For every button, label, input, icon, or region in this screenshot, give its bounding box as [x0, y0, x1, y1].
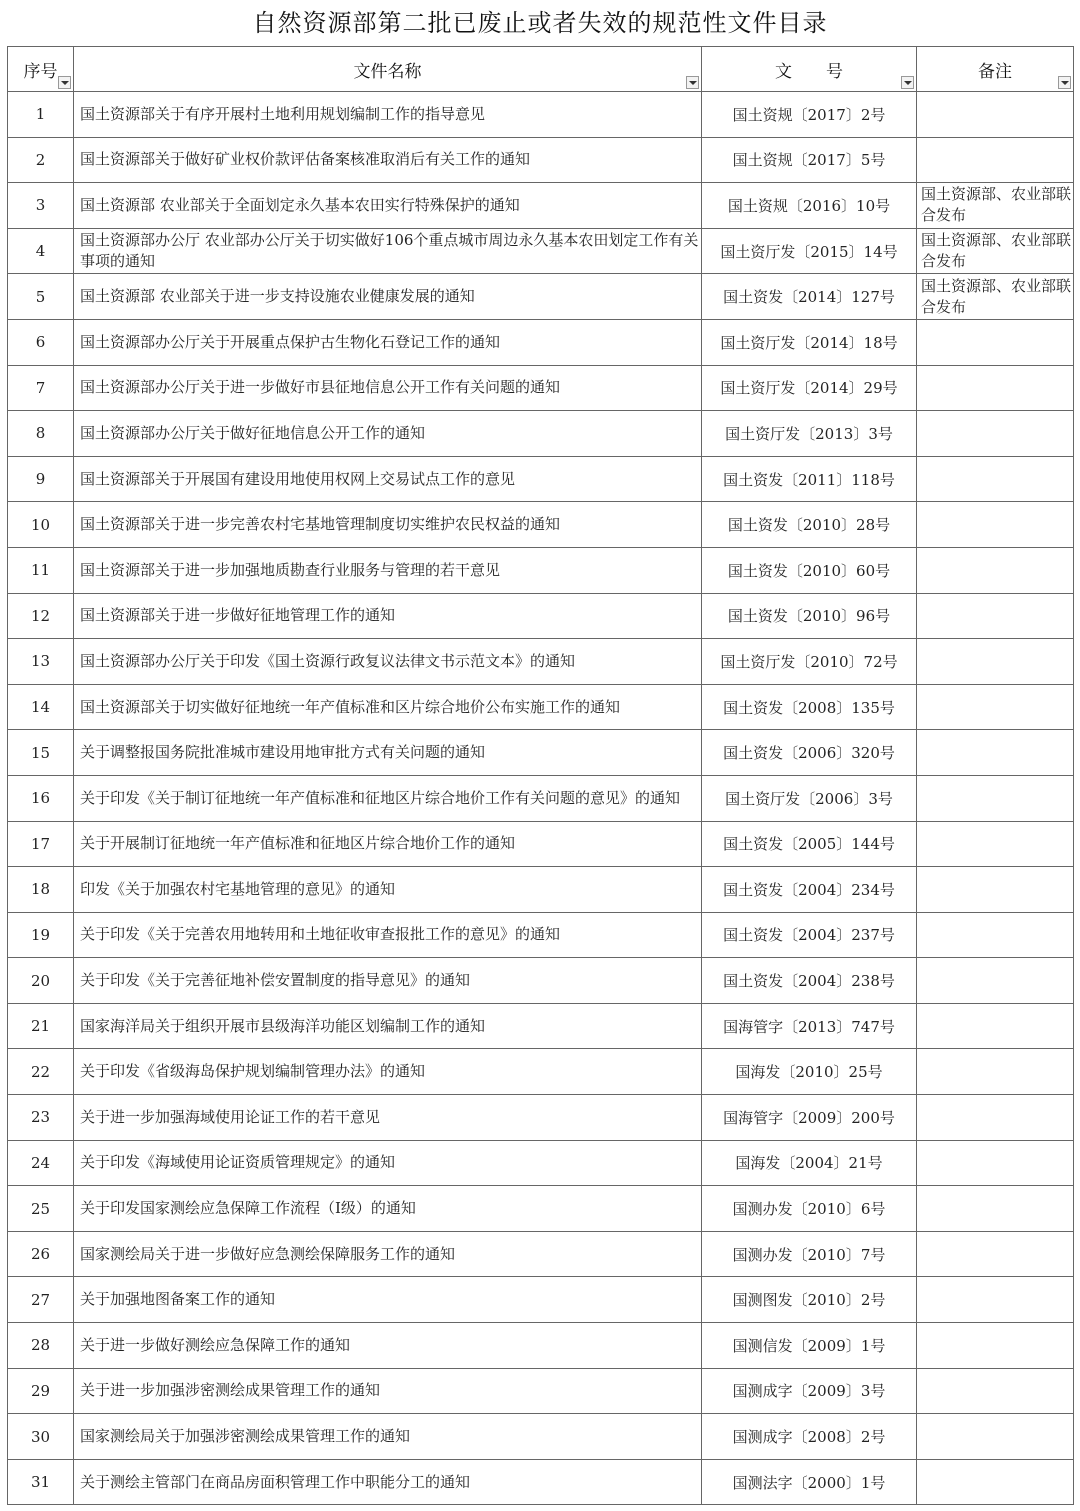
cell-note[interactable]: [917, 1049, 1074, 1095]
cell-note[interactable]: [917, 1277, 1074, 1323]
cell-note[interactable]: 国土资源部、农业部联合发布: [917, 228, 1074, 274]
cell-note[interactable]: [917, 319, 1074, 365]
cell-name[interactable]: 关于加强地图备案工作的通知: [74, 1277, 702, 1323]
cell-doc[interactable]: 国土资厅发〔2014〕18号: [702, 319, 917, 365]
cell-name[interactable]: 关于印发《关于制订征地统一年产值标准和征地区片综合地价工作有关问题的意见》的通知: [74, 775, 702, 821]
cell-note[interactable]: [917, 92, 1074, 138]
cell-no[interactable]: 6: [8, 319, 74, 365]
table-row: [8, 319, 1074, 365]
cell-no[interactable]: 14: [8, 684, 74, 730]
cell-no[interactable]: 22: [8, 1049, 74, 1095]
table-row: [8, 1414, 1074, 1460]
cell-no[interactable]: 26: [8, 1231, 74, 1277]
cell-name[interactable]: 国土资源部关于进一步加强地质勘查行业服务与管理的若干意见: [74, 547, 702, 593]
cell-no[interactable]: 4: [8, 228, 74, 274]
cell-name[interactable]: 关于印发《关于完善征地补偿安置制度的指导意见》的通知: [74, 958, 702, 1004]
cell-doc[interactable]: 国测法字〔2000〕1号: [702, 1459, 917, 1505]
table-row: [8, 1095, 1074, 1141]
table-row: [8, 593, 1074, 639]
cell-name[interactable]: 国土资源部关于进一步完善农村宅基地管理制度切实维护农民权益的通知: [74, 502, 702, 548]
cell-no[interactable]: 27: [8, 1277, 74, 1323]
header-no: [8, 47, 74, 92]
table-row: [8, 228, 1074, 274]
table-row: [8, 411, 1074, 457]
header-name-label: 文件名称: [353, 61, 422, 82]
cell-no[interactable]: 18: [8, 867, 74, 913]
cell-no[interactable]: 11: [8, 547, 74, 593]
cell-doc[interactable]: 国海发〔2010〕25号: [702, 1049, 917, 1095]
table-row: [8, 1323, 1074, 1369]
cell-doc[interactable]: 国土资规〔2017〕5号: [702, 137, 917, 183]
cell-name[interactable]: 国土资源部办公厅关于进一步做好市县征地信息公开工作有关问题的通知: [74, 365, 702, 411]
cell-no[interactable]: 7: [8, 365, 74, 411]
cell-note[interactable]: [917, 1459, 1074, 1505]
page-title: 自然资源部第二批已废止或者失效的规范性文件目录: [252, 9, 828, 37]
header-doc-label: 文 号: [775, 61, 843, 82]
cell-note[interactable]: [917, 1186, 1074, 1232]
cell-no[interactable]: 29: [8, 1368, 74, 1414]
cell-note[interactable]: [917, 912, 1074, 958]
cell-name[interactable]: 国土资源部办公厅关于印发《国土资源行政复议法律文书示范文本》的通知: [74, 639, 702, 685]
cell-no[interactable]: 23: [8, 1095, 74, 1141]
cell-name[interactable]: 关于调整报国务院批准城市建设用地审批方式有关问题的通知: [74, 730, 702, 776]
cell-name[interactable]: 国土资源部关于有序开展村土地利用规划编制工作的指导意见: [74, 92, 702, 138]
cell-no[interactable]: 1: [8, 92, 74, 138]
cell-doc[interactable]: 国土资发〔2008〕135号: [702, 684, 917, 730]
cell-no[interactable]: 20: [8, 958, 74, 1004]
cell-no[interactable]: 16: [8, 775, 74, 821]
table-row: [8, 1459, 1074, 1505]
cell-note[interactable]: [917, 775, 1074, 821]
cell-doc[interactable]: 国土资发〔2004〕238号: [702, 958, 917, 1004]
table-row: [8, 183, 1074, 229]
cell-note[interactable]: [917, 1231, 1074, 1277]
table-row: [8, 1003, 1074, 1049]
cell-no[interactable]: 19: [8, 912, 74, 958]
cell-name[interactable]: 关于进一步加强海域使用论证工作的若干意见: [74, 1095, 702, 1141]
cell-note[interactable]: [917, 639, 1074, 685]
cell-no[interactable]: 13: [8, 639, 74, 685]
cell-name[interactable]: 国家测绘局关于进一步做好应急测绘保障服务工作的通知: [74, 1231, 702, 1277]
cell-name[interactable]: 关于开展制订征地统一年产值标准和征地区片综合地价工作的通知: [74, 821, 702, 867]
cell-no[interactable]: 31: [8, 1459, 74, 1505]
cell-no[interactable]: 10: [8, 502, 74, 548]
table-row: [8, 684, 1074, 730]
table-row: [8, 912, 1074, 958]
cell-note[interactable]: [917, 547, 1074, 593]
cell-note[interactable]: [917, 730, 1074, 776]
table-row: [8, 1277, 1074, 1323]
header-doc: [702, 47, 917, 92]
cell-no[interactable]: 25: [8, 1186, 74, 1232]
table-row: [8, 867, 1074, 913]
cell-name[interactable]: 国土资源部办公厅 农业部办公厅关于切实做好106个重点城市周边永久基本农田划定工作有关事项的通知: [74, 228, 702, 274]
cell-doc[interactable]: 国土资规〔2016〕10号: [702, 183, 917, 229]
cell-no[interactable]: 8: [8, 411, 74, 457]
table-row: [8, 547, 1074, 593]
cell-name[interactable]: 关于印发《省级海岛保护规划编制管理办法》的通知: [74, 1049, 702, 1095]
cell-name[interactable]: 关于印发《关于完善农用地转用和土地征收审查报批工作的意见》的通知: [74, 912, 702, 958]
cell-no[interactable]: 12: [8, 593, 74, 639]
cell-doc[interactable]: 国土资规〔2017〕2号: [702, 92, 917, 138]
filter-dropdown-icon[interactable]: [58, 76, 71, 89]
cell-doc[interactable]: 国海管字〔2013〕747号: [702, 1003, 917, 1049]
cell-doc[interactable]: 国土资厅发〔2014〕29号: [702, 365, 917, 411]
cell-doc[interactable]: 国测办发〔2010〕7号: [702, 1231, 917, 1277]
cell-note[interactable]: [917, 1414, 1074, 1460]
filter-dropdown-icon[interactable]: [1058, 76, 1071, 89]
table-row: [8, 92, 1074, 138]
cell-doc[interactable]: 国测办发〔2010〕6号: [702, 1186, 917, 1232]
filter-dropdown-icon[interactable]: [686, 76, 699, 89]
cell-doc[interactable]: 国土资发〔2005〕144号: [702, 821, 917, 867]
cell-no[interactable]: 24: [8, 1140, 74, 1186]
table-row: [8, 1186, 1074, 1232]
table-row: [8, 1231, 1074, 1277]
cell-doc[interactable]: 国土资发〔2010〕60号: [702, 547, 917, 593]
cell-note[interactable]: 国土资源部、农业部联合发布: [917, 274, 1074, 320]
cell-note[interactable]: [917, 411, 1074, 457]
cell-doc[interactable]: 国海发〔2004〕21号: [702, 1140, 917, 1186]
table-row: [8, 775, 1074, 821]
cell-note[interactable]: [917, 593, 1074, 639]
cell-doc[interactable]: 国土资厅发〔2015〕14号: [702, 228, 917, 274]
cell-name[interactable]: 国土资源部办公厅关于开展重点保护古生物化石登记工作的通知: [74, 319, 702, 365]
cell-doc[interactable]: 国测成字〔2009〕3号: [702, 1368, 917, 1414]
cell-note[interactable]: [917, 365, 1074, 411]
cell-doc[interactable]: 国土资发〔2011〕118号: [702, 456, 917, 502]
cell-doc[interactable]: 国土资发〔2004〕237号: [702, 912, 917, 958]
cell-name[interactable]: 国土资源部关于进一步做好征地管理工作的通知: [74, 593, 702, 639]
cell-no[interactable]: 9: [8, 456, 74, 502]
cell-name[interactable]: 国土资源部关于切实做好征地统一年产值标准和区片综合地价公布实施工作的通知: [74, 684, 702, 730]
cell-name[interactable]: 关于测绘主管部门在商品房面积管理工作中职能分工的通知: [74, 1459, 702, 1505]
header-name: [74, 47, 702, 92]
cell-no[interactable]: 5: [8, 274, 74, 320]
cell-doc[interactable]: 国土资发〔2010〕96号: [702, 593, 917, 639]
cell-doc[interactable]: 国测图发〔2010〕2号: [702, 1277, 917, 1323]
cell-doc[interactable]: 国土资发〔2006〕320号: [702, 730, 917, 776]
cell-doc[interactable]: 国海管字〔2009〕200号: [702, 1095, 917, 1141]
table-row: [8, 365, 1074, 411]
document-table: [7, 46, 1074, 1505]
cell-name[interactable]: 关于进一步做好测绘应急保障工作的通知: [74, 1323, 702, 1369]
table-row: [8, 1049, 1074, 1095]
cell-no[interactable]: 30: [8, 1414, 74, 1460]
cell-note[interactable]: [917, 502, 1074, 548]
cell-no[interactable]: 2: [8, 137, 74, 183]
cell-doc[interactable]: 国土资发〔2004〕234号: [702, 867, 917, 913]
cell-name[interactable]: 关于进一步加强涉密测绘成果管理工作的通知: [74, 1368, 702, 1414]
table-row: [8, 137, 1074, 183]
cell-name[interactable]: 国土资源部办公厅关于做好征地信息公开工作的通知: [74, 411, 702, 457]
cell-doc[interactable]: 国土资厅发〔2006〕3号: [702, 775, 917, 821]
table-row: [8, 730, 1074, 776]
cell-name[interactable]: 国土资源部 农业部关于进一步支持设施农业健康发展的通知: [74, 274, 702, 320]
cell-note[interactable]: [917, 821, 1074, 867]
cell-note[interactable]: [917, 137, 1074, 183]
table-row: [8, 821, 1074, 867]
header-note-label: 备注: [978, 61, 1012, 82]
table-row: [8, 639, 1074, 685]
cell-note[interactable]: 国土资源部、农业部联合发布: [917, 183, 1074, 229]
cell-name[interactable]: 国家测绘局关于加强涉密测绘成果管理工作的通知: [74, 1414, 702, 1460]
cell-note[interactable]: [917, 958, 1074, 1004]
cell-name[interactable]: 国家海洋局关于组织开展市县级海洋功能区划编制工作的通知: [74, 1003, 702, 1049]
cell-doc[interactable]: 国土资发〔2014〕127号: [702, 274, 917, 320]
cell-no[interactable]: 3: [8, 183, 74, 229]
cell-note[interactable]: [917, 1095, 1074, 1141]
cell-note[interactable]: [917, 456, 1074, 502]
cell-name[interactable]: 关于印发国家测绘应急保障工作流程（Ⅰ级）的通知: [74, 1186, 702, 1232]
cell-no[interactable]: 28: [8, 1323, 74, 1369]
cell-name[interactable]: 印发《关于加强农村宅基地管理的意见》的通知: [74, 867, 702, 913]
cell-no[interactable]: 17: [8, 821, 74, 867]
cell-note[interactable]: [917, 1003, 1074, 1049]
filter-dropdown-icon[interactable]: [901, 76, 914, 89]
cell-no[interactable]: 21: [8, 1003, 74, 1049]
cell-note[interactable]: [917, 684, 1074, 730]
cell-note[interactable]: [917, 1368, 1074, 1414]
table-row: [8, 274, 1074, 320]
cell-doc[interactable]: 国测信发〔2009〕1号: [702, 1323, 917, 1369]
header-row: [8, 47, 1074, 92]
table-row: [8, 1368, 1074, 1414]
cell-doc[interactable]: 国土资厅发〔2013〕3号: [702, 411, 917, 457]
cell-note[interactable]: [917, 1140, 1074, 1186]
cell-doc[interactable]: 国测成字〔2008〕2号: [702, 1414, 917, 1460]
table-row: [8, 1140, 1074, 1186]
cell-name[interactable]: 国土资源部 农业部关于全面划定永久基本农田实行特殊保护的通知: [74, 183, 702, 229]
table-row: [8, 456, 1074, 502]
cell-name[interactable]: 国土资源部关于开展国有建设用地使用权网上交易试点工作的意见: [74, 456, 702, 502]
table-row: [8, 958, 1074, 1004]
cell-no[interactable]: 15: [8, 730, 74, 776]
cell-doc[interactable]: 国土资厅发〔2010〕72号: [702, 639, 917, 685]
cell-note[interactable]: [917, 1323, 1074, 1369]
header-no-label: 序号: [23, 61, 58, 82]
table-row: [8, 502, 1074, 548]
cell-name[interactable]: 关于印发《海域使用论证资质管理规定》的通知: [74, 1140, 702, 1186]
cell-note[interactable]: [917, 867, 1074, 913]
cell-name[interactable]: 国土资源部关于做好矿业权价款评估备案核准取消后有关工作的通知: [74, 137, 702, 183]
header-note: [917, 47, 1074, 92]
cell-doc[interactable]: 国土资发〔2010〕28号: [702, 502, 917, 548]
